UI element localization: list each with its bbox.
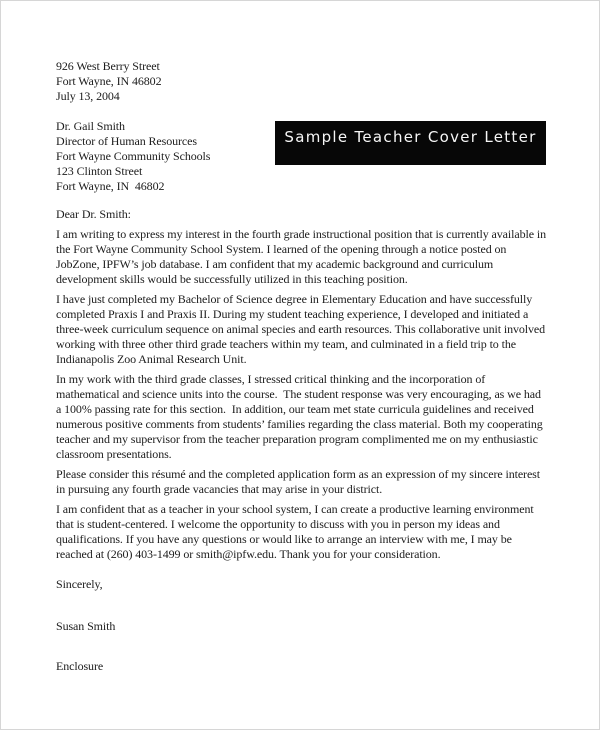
signature-name: Susan Smith xyxy=(56,619,116,633)
enclosure-note: Enclosure xyxy=(56,659,104,673)
letter-date: July 13, 2004 xyxy=(56,89,120,103)
recipient-organization: Fort Wayne Community Schools xyxy=(56,149,211,163)
recipient-street: 123 Clinton Street xyxy=(56,164,143,178)
sender-street: 926 West Berry Street xyxy=(56,59,160,73)
closing: Sincerely, xyxy=(56,577,103,591)
body-paragraph-4: Please consider this résumé and the completed application form as an expression of my sincere interest in pursuing any fourth grade vacancies that may arise in your district. xyxy=(56,467,543,496)
letter-content xyxy=(1,1,599,674)
body-paragraph-1: I am writing to express my interest in the fourth grade instructional position that is currently available in the Fort Wayne Community School System. I learned of the opening through a notice posted on JobZone, IPFW’s job database. I am confident that my academic background and curriculum development skills would be successfully utilized in this teaching position. xyxy=(56,227,549,286)
banner-title: Sample Teacher Cover Letter xyxy=(284,128,537,146)
body-paragraph-5: I am confident that as a teacher in your school system, I can create a productive learning environment that is student-centered. I welcome the opportunity to discuss with you in person my ideas and qualifications. If you have any questions or would like to arrange an interview with me, I may be reached at (260) 403-1499 or smith@ipfw.edu. Thank you for your consideration. xyxy=(56,502,537,561)
sender-city-state-zip: Fort Wayne, IN 46802 xyxy=(56,74,162,88)
salutation: Dear Dr. Smith: xyxy=(56,207,131,221)
recipient-title: Director of Human Resources xyxy=(56,134,197,148)
recipient-city-state-zip: Fort Wayne, IN 46802 xyxy=(56,179,165,193)
body-paragraph-3: In my work with the third grade classes, I stressed critical thinking and the incorporation of mathematical and science units into the course. The student response was very encouraging, as we had a 100% passing rate for this section. In addition, our team met state curricula guidelines and received numerous positive comments from students’ families regarding the class material. Both my cooperating teacher and my supervisor from the teacher preparation program complimented me on my enthusiastic classroom presentations. xyxy=(56,372,546,461)
title-banner xyxy=(275,121,546,165)
recipient-name: Dr. Gail Smith xyxy=(56,119,125,133)
sender-address-block xyxy=(56,59,547,104)
body-paragraph-2: I have just completed my Bachelor of Science degree in Elementary Education and have successfully completed Praxis I and Praxis II. During my student teaching experience, I developed and initiated a three-week curriculum sequence on animal species and earth resources. This collaborative unit involved working with three other third grade teachers within my team, and culminated in a field trip to the Indianapolis Zoo Animal Research Unit. xyxy=(56,292,548,366)
